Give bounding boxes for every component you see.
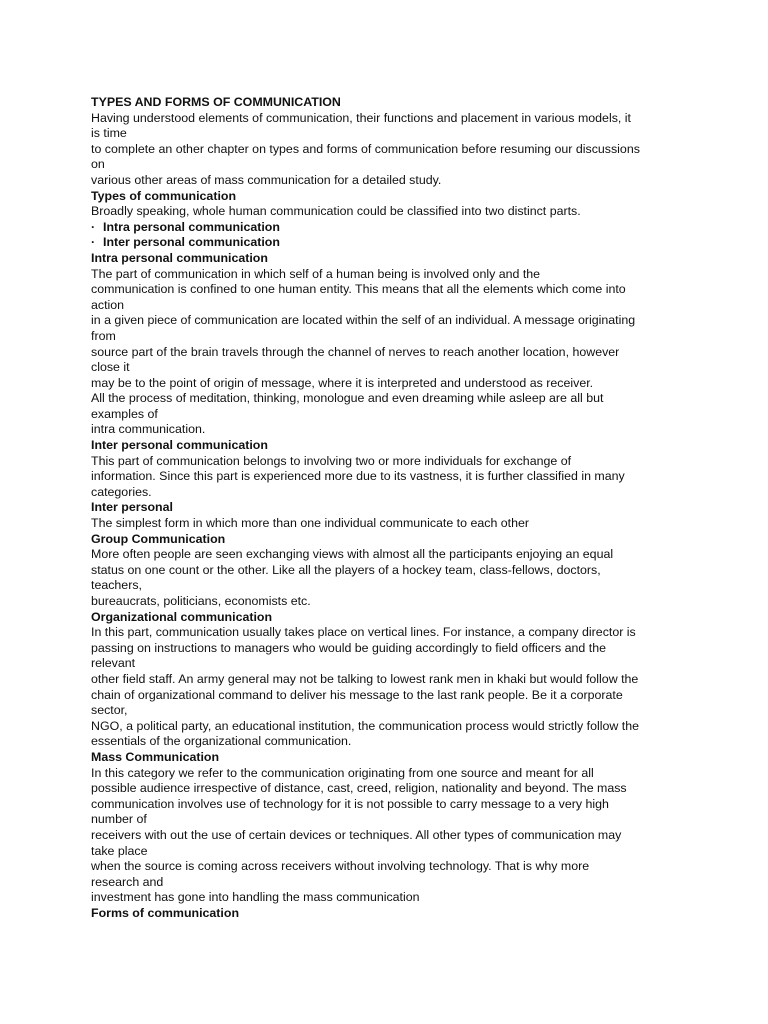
body-text-line: chain of organizational command to deliver his message to the last rank people. Be it a corporate [91,687,623,702]
section-heading: Mass Communication [91,749,220,764]
body-text-line: More often people are seen exchanging views with almost all the participants enjoying an equal [91,547,614,562]
section-heading: TYPES AND FORMS OF COMMUNICATION [91,95,341,109]
body-text-line: communication involves use of technology for it is not possible to carry message to a very high [91,796,609,811]
body-text-line: communication is confined to one human entity. This means that all the elements which come into [91,282,626,297]
bullet-marker: · [91,235,96,250]
section-heading: Group Communication [91,531,226,546]
body-text-line: NGO, a political party, an educational institution, the communication process would strictly follow the [91,718,639,733]
bullet-item-text: Intra personal communication [103,219,280,234]
body-text-line: All the process of meditation, thinking, monologue and even dreaming while asleep are all but [91,391,604,406]
body-text-line: various other areas of mass communication for a detailed study. [91,172,442,187]
body-text-line: passing on instructions to managers who would be guiding accordingly to field officers and the [91,640,606,655]
body-text-line: may be to the point of origin of message, where it is interpreted and understood as receiver. [91,375,594,390]
body-text-line: In this category we refer to the communication originating from one source and meant for all [91,765,594,780]
body-text-line: research and [91,874,164,889]
bullet-item-text: Inter personal communication [103,235,280,250]
body-text-line: essentials of the organizational communication. [91,734,352,749]
body-text-line: In this part, communication usually takes place on vertical lines. For instance, a company director is [91,625,636,640]
body-text-line: source part of the brain travels through the channel of nerves to reach another location, however [91,344,620,359]
body-text-line: from [91,328,116,343]
body-text-line: on [91,157,105,172]
section-heading: Types of communication [91,188,237,203]
body-text-line: The part of communication in which self of a human being is involved only and the [91,266,541,281]
body-text-line: bureaucrats, politicians, economists etc. [91,594,311,608]
body-text-line: sector, [91,703,128,718]
body-text-line: number of [91,812,147,827]
section-heading: Organizational communication [91,609,273,624]
body-text-line: status on one count or the other. Like all the players of a hockey team, class-fellows, doctors, [91,562,601,577]
body-text-line: in a given piece of communication are located within the self of an individual. A message originating [91,313,636,328]
body-text-line: teachers, [91,578,142,593]
body-text-line: when the source is coming across receivers without involving technology. That is why more [91,859,590,874]
body-text-line: receivers with out the use of certain devices or techniques. All other types of communication may [91,827,622,842]
body-text-line: Having understood elements of communication, their functions and placement in various models, it [91,110,631,125]
body-text-line: other field staff. An army general may not be talking to lowest rank men in khaki but would follow the [91,671,639,686]
body-text-line: is time [91,126,127,141]
section-heading: Intra personal communication [91,250,268,265]
section-heading: Inter personal communication [91,438,268,453]
section-heading: Inter personal [91,500,173,515]
bullet-list-item [91,235,681,251]
body-text-line: information. Since this part is experienced more due to its vastness, it is further classified in many [91,469,625,484]
document-body [91,95,681,921]
body-text-line: intra communication. [91,422,206,437]
body-text-line: close it [91,360,130,375]
body-text-line: investment has gone into handling the mass communication [91,890,420,905]
body-text-line: take place [91,843,148,858]
body-text-line: The simplest form in which more than one individual communicate to each other [91,516,530,531]
bullet-marker: · [91,219,96,234]
body-text-line: Broadly speaking, whole human communication could be classified into two distinct parts. [91,204,581,219]
body-text-line: possible audience irrespective of distance, cast, creed, religion, nationality and beyond. The mass [91,781,627,796]
body-text-line: action [91,297,125,312]
body-text-line: to complete an other chapter on types and forms of communication before resuming our discussions [91,141,640,156]
body-text-line: examples of [91,406,158,421]
body-text-line: categories. [91,484,152,499]
body-text-line: This part of communication belongs to involving two or more individuals for exchange of [91,453,572,468]
bullet-list-item [91,220,681,236]
body-text-line: relevant [91,656,136,671]
section-heading: Forms of communication [91,905,240,920]
